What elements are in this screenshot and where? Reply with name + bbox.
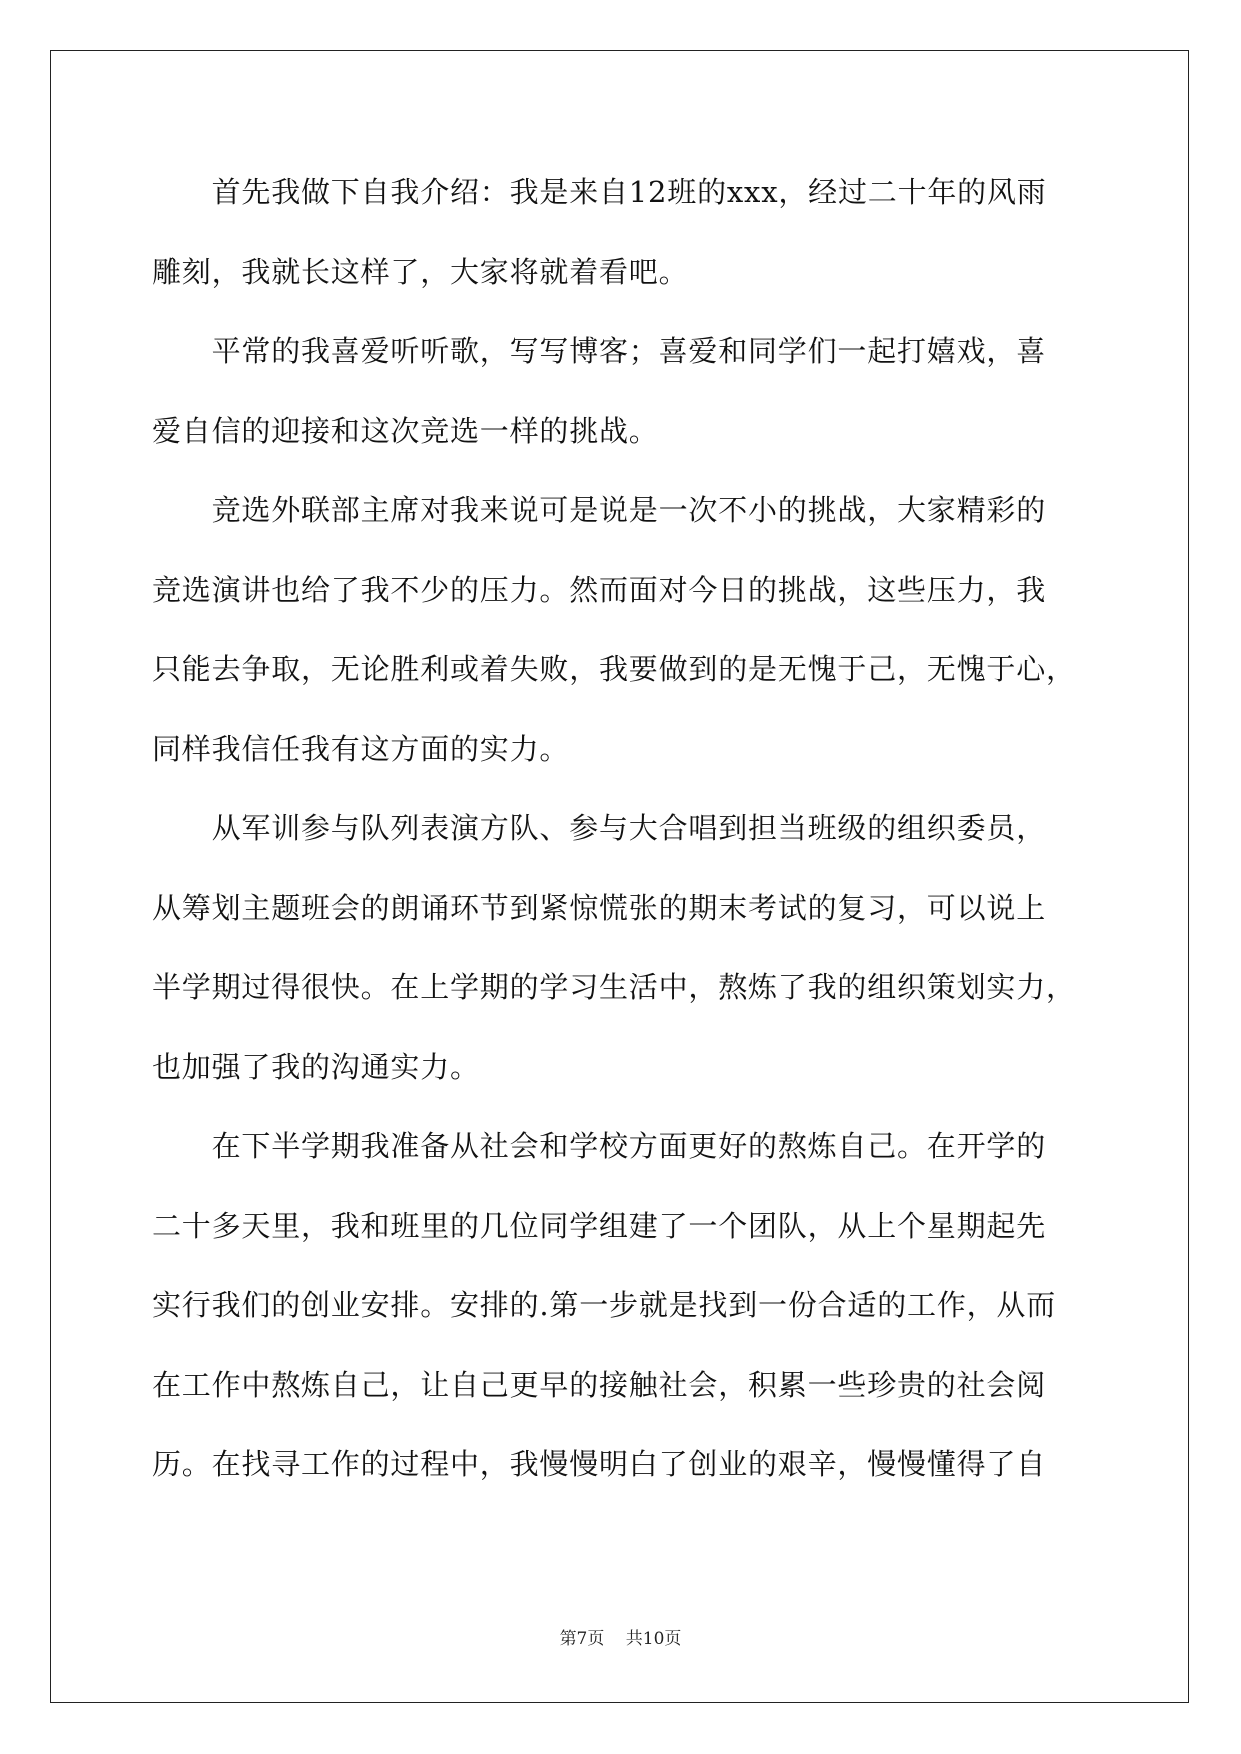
paragraph-4-line-1: 从军训参与队列表演方队、参与大合唱到担当班级的组织委员， — [152, 811, 1047, 845]
paragraph-5-line-5: 历。在找寻工作的过程中，我慢慢明白了创业的艰辛，慢慢懂得了自 — [152, 1447, 1047, 1481]
paragraph-3-line-2: 竞选演讲也给了我不少的压力。然而面对今日的挑战，这些压力，我 — [152, 572, 1047, 607]
paragraph-5-line-4: 在工作中熬炼自己，让自己更早的接触社会，积累一些珍贵的社会阅 — [152, 1367, 1047, 1402]
paragraph-4-line-3: 半学期过得很快。在上学期的学习生活中，熬炼了我的组织策划实力， — [152, 970, 1076, 1004]
paragraph-3-line-4: 同样我信任我有这方面的实力。 — [152, 731, 570, 766]
page-number: 第7页 — [559, 1629, 605, 1649]
document-body — [152, 169, 1092, 1521]
paragraph-1-line-1: 首先我做下自我介绍：我是来自12班的xxx，经过二十年的风雨 — [152, 175, 1047, 209]
paragraph-2-line-2: 爱自信的迎接和这次竞选一样的挑战。 — [152, 413, 659, 448]
page-footer — [0, 1624, 1241, 1649]
paragraph-4-line-4: 也加强了我的沟通实力。 — [152, 1049, 480, 1084]
paragraph-5-line-1: 在下半学期我准备从社会和学校方面更好的熬炼自己。在开学的 — [152, 1129, 1047, 1163]
paragraph-3-line-3: 只能去争取，无论胜利或着失败，我要做到的是无愧于己，无愧于心， — [152, 652, 1076, 686]
page-total: 共10页 — [625, 1629, 682, 1649]
paragraph-2-line-1: 平常的我喜爱听听歌，写写博客；喜爱和同学们一起打嬉戏，喜 — [152, 334, 1047, 368]
paragraph-3-line-1: 竞选外联部主席对我来说可是说是一次不小的挑战，大家精彩的 — [152, 493, 1047, 527]
paragraph-5-line-3: 实行我们的创业安排。安排的.第一步就是找到一份合适的工作，从而 — [152, 1288, 1057, 1322]
paragraph-1-line-2: 雕刻，我就长这样了，大家将就着看吧。 — [152, 254, 689, 289]
paragraph-4-line-2: 从筹划主题班会的朗诵环节到紧惊慌张的期末考试的复习，可以说上 — [152, 890, 1047, 925]
paragraph-5-line-2: 二十多天里，我和班里的几位同学组建了一个团队，从上个星期起先 — [152, 1208, 1047, 1243]
